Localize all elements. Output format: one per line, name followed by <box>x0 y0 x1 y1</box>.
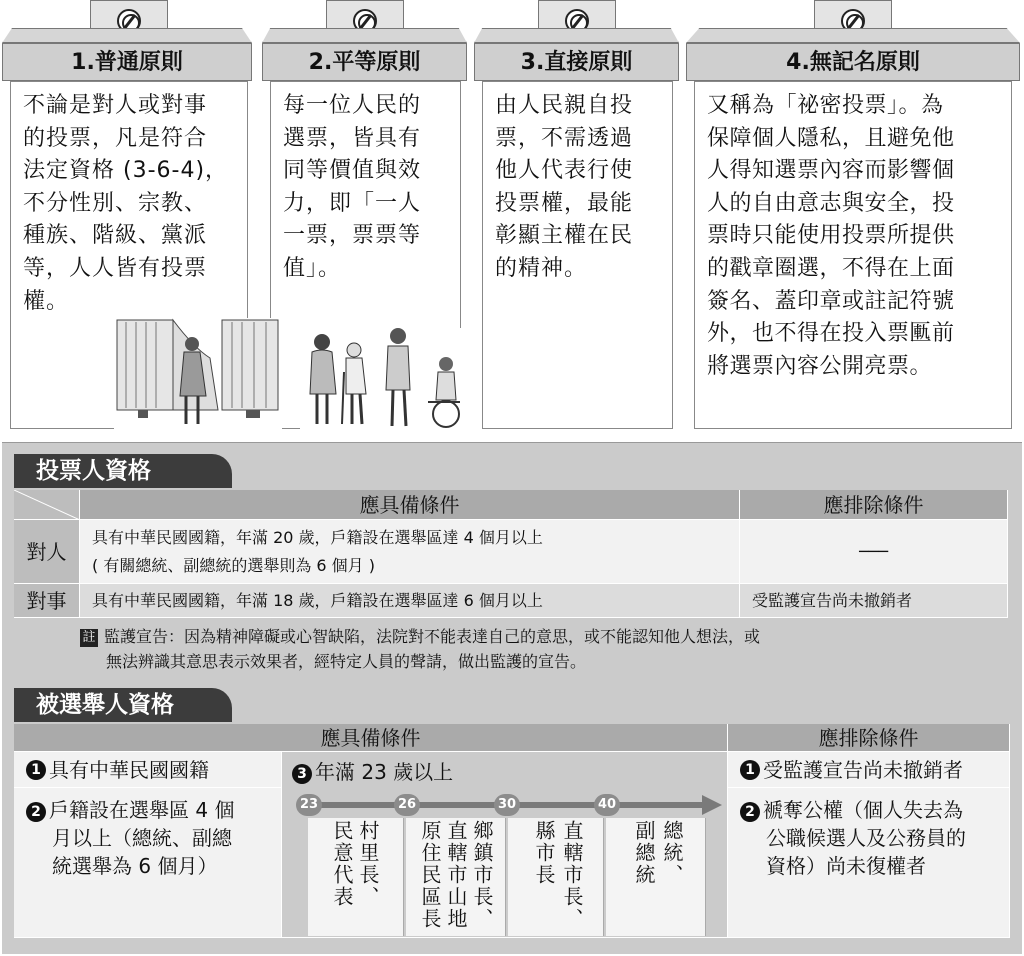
text-line: 力，即「一人 <box>283 190 422 216</box>
requirement-text: 統選舉為 6 個月） <box>52 854 218 878</box>
column-header-required: 應具備條件 <box>80 490 740 520</box>
exclusion-guardianship <box>728 752 1010 788</box>
office-text: 村里長、 <box>356 820 380 908</box>
candidate-qualification-tab: 被選舉人資格 <box>14 688 232 722</box>
text-line: 簽名、蓋印章或註記符號 <box>707 288 955 314</box>
text-line: 不論是對人或對事 <box>23 93 208 118</box>
exclusion-deprivation <box>728 788 1010 938</box>
age-group-23 <box>308 818 404 936</box>
ballot-box-top <box>538 0 616 30</box>
text-line: 同等價值與效 <box>283 158 422 184</box>
text-line: 權。 <box>23 288 70 314</box>
text-line: 彰顯主權在民 <box>495 223 634 249</box>
voters-queue-illustration <box>300 328 478 430</box>
diagonal-divider <box>14 490 79 520</box>
office-text: 縣市長 <box>532 820 556 886</box>
office-text: 直轄市山地 <box>444 820 468 930</box>
text-line: 由人民親自投 <box>495 93 634 118</box>
office-text: 鄉鎮市長、 <box>470 820 494 930</box>
column-header-required: 應具備條件 <box>14 724 728 752</box>
age-group-40 <box>606 818 706 936</box>
principle-title: 3.直接原則 <box>474 43 679 81</box>
note-tag: 註 <box>80 629 98 647</box>
note-text: 無法辨識其意思表示效果者，經特定人員的聲請，做出監護的宣告。 <box>106 652 587 671</box>
age-marker-23: 23 <box>296 794 322 816</box>
text-line: 票時只能使用投票所提供 <box>707 223 955 249</box>
requirement-text: 戶籍設在選舉區 4 個 <box>49 798 235 822</box>
exclusion-deprivation-content <box>740 796 966 880</box>
office-text: 原住民區長 <box>418 820 442 930</box>
required-person <box>80 520 740 584</box>
text-line: 又稱為「祕密投票」。為 <box>707 93 944 118</box>
required-issue: 具有中華民國國籍，年滿 18 歲，戶籍設在選舉區達 6 個月以上 <box>80 584 740 618</box>
exclusion-text: 褫奪公權（個人失去為 <box>763 798 963 822</box>
excluded-person: ─── <box>740 520 1008 584</box>
principle-text <box>694 81 1012 429</box>
text-line: 將選票內容公開亮票。 <box>707 353 933 379</box>
number-badge: 1 <box>740 760 760 780</box>
excluded-issue: 受監護宣告尚未撤銷者 <box>740 584 1008 618</box>
column-header-excluded: 應排除條件 <box>740 490 1008 520</box>
text-line: 的戳章圈選，不得在上面 <box>707 255 955 281</box>
text-line: 不分性別、宗教、 <box>23 190 208 216</box>
text-line: 具有中華民國國籍，年滿 20 歲，戶籍設在選舉區達 4 個月以上 <box>92 527 543 547</box>
text-line: 法定資格 (3-6-4)， <box>23 158 229 184</box>
text-line: ( 有關總統、副總統的選舉則為 6 個月 ) <box>92 555 376 575</box>
ballot-box-lid <box>686 28 1020 43</box>
text-line: 每一位人民的 <box>283 93 422 118</box>
text-line: 選票，皆具有 <box>283 125 422 151</box>
principle-title: 2.平等原則 <box>262 43 467 81</box>
number-badge: 1 <box>26 760 46 780</box>
age-group-30 <box>508 818 604 936</box>
voting-booth-illustration <box>114 318 282 430</box>
guardianship-note <box>80 624 1010 674</box>
text-line: 一票，票票等 <box>283 223 422 249</box>
number-badge: 2 <box>26 802 46 822</box>
requirement-residence <box>14 788 282 938</box>
office-text: 總統、 <box>660 820 684 886</box>
row-header-issue: 對事 <box>14 584 80 618</box>
text-line: 值」。 <box>283 255 342 281</box>
ballot-box-lid <box>2 28 252 43</box>
voter-qualification-tab: 投票人資格 <box>14 454 232 488</box>
text-line: 票，不需透過 <box>495 125 634 151</box>
principle-title: 1.普通原則 <box>2 43 252 81</box>
age-marker-30: 30 <box>494 794 520 816</box>
age-group-26 <box>406 818 506 936</box>
office-text: 民意代表 <box>330 820 354 908</box>
text-line: 外，也不得在投入票匭前 <box>707 321 955 347</box>
text-line: 的精神。 <box>495 255 588 281</box>
age-marker-26: 26 <box>394 794 420 816</box>
requirement-text: 年滿 23 歲以上 <box>315 760 454 784</box>
requirement-text: 月以上（總統、副總 <box>52 826 232 850</box>
text-line: 保障個人隱私，且避免他 <box>707 125 955 151</box>
text-line: 等，人人皆有投票 <box>23 255 208 281</box>
ballot-box-top <box>90 0 168 30</box>
row-header-person: 對人 <box>14 520 80 584</box>
office-text: 直轄市長、 <box>560 820 584 930</box>
ballot-box-lid <box>262 28 467 43</box>
number-badge: 2 <box>740 802 760 822</box>
note-line <box>80 624 1010 649</box>
exclusion-text: 受監護宣告尚未撤銷者 <box>763 757 963 782</box>
text-line: 他人代表行使 <box>495 158 634 184</box>
requirement-age-label <box>292 758 453 786</box>
text-line: 人的自由意志與安全，投 <box>707 190 955 216</box>
exclusion-text: 公職候選人及公務員的 <box>766 826 966 850</box>
text-line: 種族、階級、黨派 <box>23 223 208 249</box>
office-text: 副總統 <box>632 820 656 886</box>
number-badge: 3 <box>292 764 312 784</box>
ballot-box-top <box>814 0 892 30</box>
age-marker-40: 40 <box>594 794 620 816</box>
text-line: 投票權，最能 <box>495 190 634 216</box>
text-line: 人得知選票內容而影響個 <box>707 158 955 184</box>
principle-text <box>482 81 673 429</box>
text-line: 的投票，凡是符合 <box>23 125 208 151</box>
note-text: 監護宣告：因為精神障礙或心智缺陷，法院對不能表達自己的意思，或不能認知他人想法，或 <box>104 627 761 646</box>
ballot-box-lid <box>474 28 679 43</box>
table-corner <box>14 490 80 520</box>
requirement-text: 具有中華民國國籍 <box>49 757 209 782</box>
requirement-nationality <box>14 752 282 788</box>
exclusion-text: 資格）尚未復權者 <box>766 854 926 878</box>
requirement-residence-content <box>26 796 234 880</box>
column-header-excluded: 應排除條件 <box>728 724 1010 752</box>
ballot-box-top <box>326 0 404 30</box>
principle-title: 4.無記名原則 <box>686 43 1020 81</box>
